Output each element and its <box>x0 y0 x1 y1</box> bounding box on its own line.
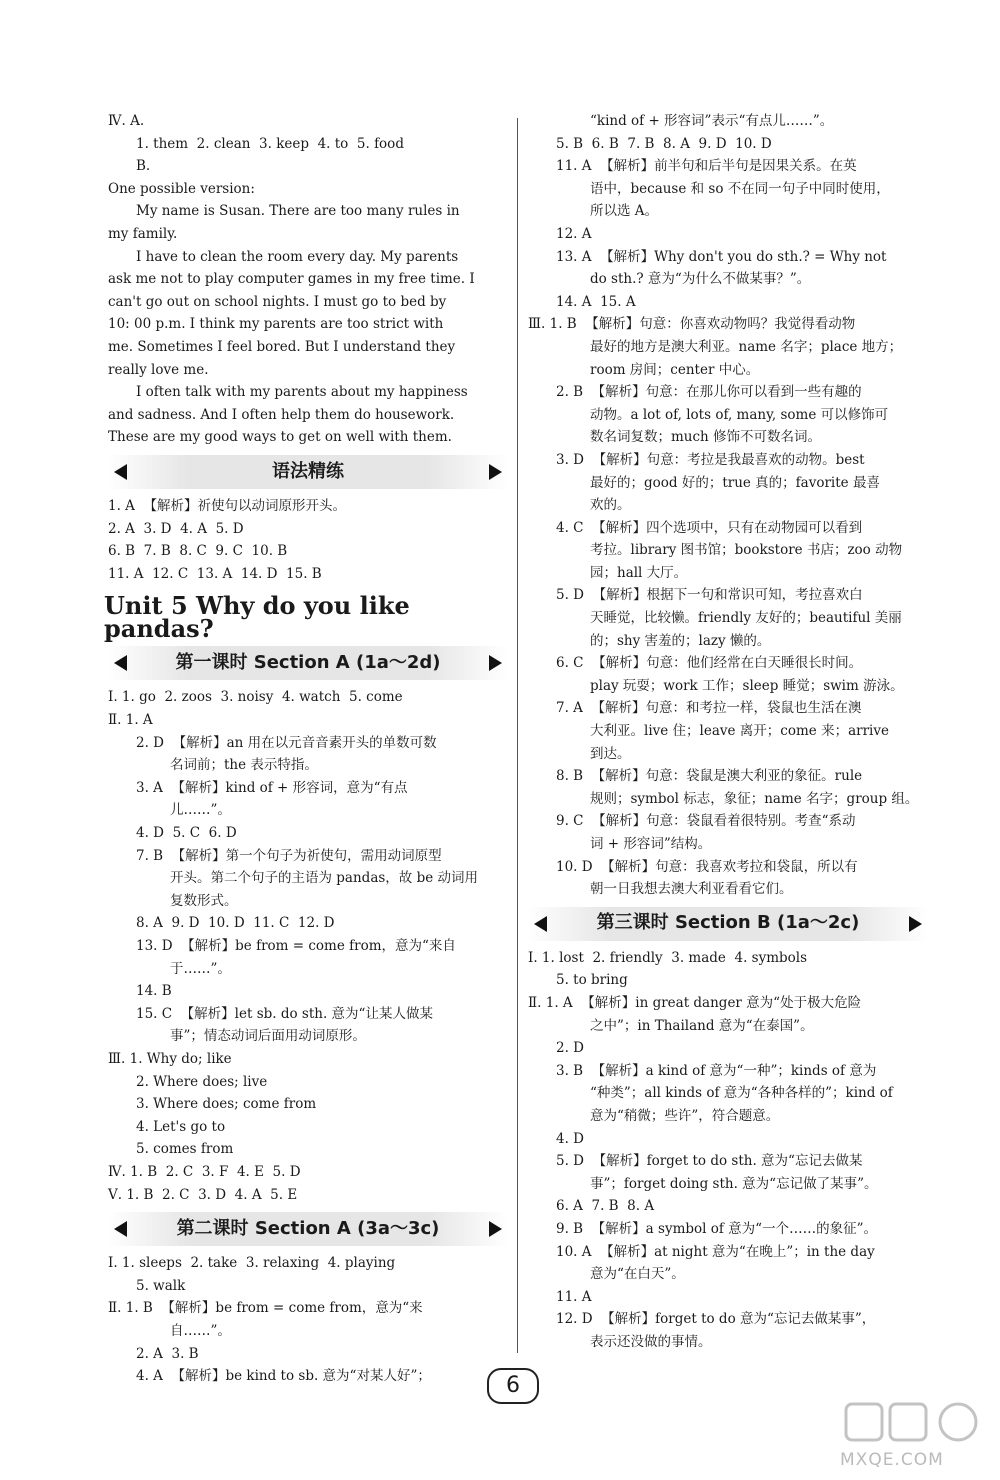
answer-line: Ⅲ. 1. Why do; like <box>108 1050 232 1067</box>
answer-line: 2. D <box>556 1040 584 1057</box>
answer-line: room 房间；center 中心。 <box>590 361 760 378</box>
section-banner <box>108 455 508 489</box>
answer-line: 2. B 【解析】句意：在那儿你可以看到一些有趣的 <box>556 384 862 401</box>
answer-line: 11. A 【解析】前半句和后半句是因果关系。在英 <box>556 158 857 175</box>
watermark <box>840 1398 990 1468</box>
answer-line: 13. D 【解析】be from = come from，意为“来自 <box>136 938 456 954</box>
answer-line: 意为“稍微；些许”，符合题意。 <box>590 1107 780 1124</box>
answer-line: 园；hall 大厅。 <box>590 564 688 581</box>
answer-line: 欢的。 <box>590 497 631 514</box>
arrow-left-icon <box>114 1221 127 1237</box>
arrow-right-icon <box>489 464 502 480</box>
section-banner <box>108 646 508 680</box>
arrow-left-icon <box>534 916 547 932</box>
answer-line: 9. B 【解析】a symbol of 意为“一个……的象征”。 <box>556 1220 877 1237</box>
answer-line: 5. B 6. B 7. B 8. A 9. D 10. D <box>556 135 772 152</box>
answer-line: 3. Where does; come from <box>136 1096 317 1113</box>
answer-line: 5. comes from <box>136 1141 234 1158</box>
section-banner-title: 第三课时 Section B (1a～2c) <box>596 912 860 934</box>
answer-line: Ⅳ. 1. B 2. C 3. F 4. E 5. D <box>108 1163 301 1180</box>
answer-line: 儿……”。 <box>170 802 231 819</box>
answer-line: One possible version: <box>108 180 255 197</box>
answer-line: 3. B 【解析】a kind of 意为“一种”；kinds of 意为 <box>556 1062 877 1079</box>
arrow-right-icon <box>489 655 502 671</box>
answer-line: 15. C 【解析】let sb. do sth. 意为“让某人做某 <box>136 1005 433 1022</box>
answer-line: 9. C 【解析】句意：袋鼠看着很特别。考查“系动 <box>556 813 856 830</box>
answer-line: 的；shy 害羞的；lazy 懒的。 <box>590 632 771 649</box>
answer-line: 2. A 3. D 4. A 5. D <box>108 520 244 537</box>
answer-line: 4. D <box>556 1130 584 1147</box>
answer-line: 10. A 【解析】at night 意为“在晚上”；in the day <box>556 1243 875 1260</box>
answer-line: 4. A 【解析】be kind to sb. 意为“对某人好”； <box>136 1368 431 1385</box>
answer-line: 12. A <box>556 225 592 242</box>
arrow-left-icon <box>114 655 127 671</box>
answer-line: Ⅱ. 1. B 【解析】be from = come from，意为“来 <box>108 1300 423 1317</box>
answer-line: Ⅰ. 1. lost 2. friendly 3. made 4. symbols <box>528 949 808 966</box>
answer-line: ask me not to play computer games in my free time. I <box>108 271 475 288</box>
answer-line: 11. A 12. C 13. A 14. D 15. B <box>108 565 322 582</box>
answer-line: 意为“在白天”。 <box>590 1266 685 1283</box>
answer-line: 4. D 5. C 6. D <box>136 825 237 842</box>
answer-line: can't go out on school nights. I must go to bed by <box>108 293 447 310</box>
answer-line: 14. B <box>136 983 172 1000</box>
answer-line: 7. A 【解析】句意：和考拉一样，袋鼠也生活在澳 <box>556 700 862 717</box>
answer-line: 于……”。 <box>170 960 231 977</box>
answer-line: 4. Let's go to <box>136 1118 226 1135</box>
answer-line: 6. A 7. B 8. A <box>556 1198 655 1215</box>
answer-line: I often talk with my parents about my happiness <box>136 384 468 401</box>
answer-line: 语中，because 和 so 不在同一句子中同时使用， <box>590 180 890 197</box>
answer-line: These are my good ways to get on well with them. <box>108 429 452 446</box>
page-number: 6 <box>487 1368 539 1404</box>
answer-line: 10: 00 p.m. I think my parents are too strict with <box>108 316 444 333</box>
answer-line: 2. A 3. B <box>136 1345 199 1362</box>
answer-line: 6. C 【解析】句意：他们经常在白天睡很长时间。 <box>556 655 863 672</box>
answer-line: 3. D 【解析】句意：考拉是我最喜欢的动物。best <box>556 451 865 468</box>
answer-line: 1. A 【解析】祈使句以动词原形开头。 <box>108 497 347 514</box>
arrow-left-icon <box>114 464 127 480</box>
answer-line: I have to clean the room every day. My parents <box>136 248 459 265</box>
answer-line: 事”；forget doing sth. 意为“忘记做了某事”。 <box>590 1175 878 1192</box>
answer-line: and sadness. And I often help them do housework. <box>108 406 455 423</box>
answer-line: “种类”；all kinds of 意为“各种各样的”；kind of <box>590 1085 893 1102</box>
answer-line: 5. walk <box>136 1277 186 1294</box>
answer-line: 5. D 【解析】根据下一句和常识可知，考拉喜欢白 <box>556 587 863 604</box>
answer-line: 事”；情态动词后面用动词原形。 <box>170 1028 366 1045</box>
answer-line: really love me. <box>108 361 209 378</box>
answer-line: 8. A 9. D 10. D 11. C 12. D <box>136 915 335 932</box>
arrow-right-icon <box>489 1221 502 1237</box>
answer-line: 5. D 【解析】forget to do sth. 意为“忘记去做某 <box>556 1153 863 1170</box>
answer-line: 最好的；good 好的；true 真的；favorite 最喜 <box>590 474 880 491</box>
section-banner-title: 第一课时 Section A (1a～2d) <box>175 652 441 674</box>
answer-line: 天睡觉，比较懒。friendly 友好的；beautiful 美丽 <box>590 610 902 627</box>
answer-line: 到达。 <box>590 745 631 762</box>
answer-line: 复数形式。 <box>170 892 238 909</box>
answer-line: 开头。第二个句子的主语为 pandas，故 be 动词用 <box>170 870 479 887</box>
answer-line: 规则；symbol 标志，象征；name 名字；group 组。 <box>590 790 919 807</box>
answer-line: Ⅴ. 1. B 2. C 3. D 4. A 5. E <box>108 1186 298 1203</box>
answer-line: 1. them 2. clean 3. keep 4. to 5. food <box>136 135 404 152</box>
answer-line: 自……”。 <box>170 1322 231 1339</box>
answer-line: B. <box>136 158 151 175</box>
answer-line: 数名词复数；much 修饰不可数名词。 <box>590 429 822 446</box>
answer-line: 之中”；in Thailand 意为“在泰国”。 <box>590 1017 814 1034</box>
answer-line: Ⅰ. 1. sleeps 2. take 3. relaxing 4. playing <box>108 1255 396 1272</box>
answer-line: do sth.? 意为“为什么不做某事？”。 <box>590 271 811 288</box>
answer-line: 考拉。library 图书馆；bookstore 书店；zoo 动物 <box>590 542 903 559</box>
answer-line: My name is Susan. There are too many rules in <box>136 203 460 220</box>
answer-line: Ⅲ. 1. B 【解析】句意：你喜欢动物吗？我觉得看动物 <box>528 316 856 333</box>
answer-line: 表示还没做的事情。 <box>590 1333 712 1350</box>
answer-line: 朝一日我想去澳大利亚看看它们。 <box>590 881 793 898</box>
answer-line: 11. A <box>556 1288 592 1305</box>
answer-line: 8. B 【解析】句意：袋鼠是澳大利亚的象征。rule <box>556 768 863 785</box>
section-banner-title: 语法精练 <box>272 460 344 482</box>
answer-line: me. Sometimes I feel bored. But I understand they <box>108 338 456 355</box>
answer-line: 14. A 15. A <box>556 293 636 310</box>
answer-line: 2. Where does; live <box>136 1073 268 1090</box>
right-column <box>528 110 928 1353</box>
answer-line: 3. A 【解析】kind of + 形容词，意为“有点 <box>136 779 408 796</box>
answer-line: 6. B 7. B 8. C 9. C 10. B <box>108 543 288 560</box>
answer-line: Ⅰ. 1. go 2. zoos 3. noisy 4. watch 5. come <box>108 689 403 706</box>
left-column <box>104 110 508 1388</box>
answer-line: my family. <box>108 225 178 242</box>
answer-line: 动物。a lot of, lots of, many, some 可以修饰可 <box>590 406 889 423</box>
answer-line: “kind of + 形容词”表示“有点儿……”。 <box>590 113 834 129</box>
answer-line: 大利亚。live 住；leave 离开；come 来；arrive <box>590 723 889 740</box>
answer-line: 13. A 【解析】Why don't you do sth.? = Why not <box>556 248 887 265</box>
section-banner <box>108 1212 508 1246</box>
section-banner-title: 第二课时 Section A (3a～3c) <box>176 1217 440 1239</box>
answer-line: Ⅱ. 1. A <box>108 712 153 729</box>
answer-line: 5. to bring <box>556 972 628 989</box>
column-divider <box>517 118 518 1353</box>
answer-line: Ⅱ. 1. A 【解析】in great danger 意为“处于极大危险 <box>528 994 862 1011</box>
answer-line: 7. B 【解析】第一个句子为祈使句，需用动词原型 <box>136 847 442 864</box>
answer-line: Ⅳ. A. <box>108 113 145 129</box>
answer-line: 12. D 【解析】forget to do 意为“忘记去做某事”， <box>556 1311 876 1328</box>
answer-line: 词 + 形容词”结构。 <box>590 836 712 852</box>
answer-line: 4. C 【解析】四个选项中，只有在动物园可以看到 <box>556 519 863 536</box>
answer-line: 名词前；the 表示特指。 <box>170 757 318 774</box>
section-banner <box>528 907 928 941</box>
answer-line: 10. D 【解析】句意：我喜欢考拉和袋鼠，所以有 <box>556 858 858 875</box>
watermark-text: MXQE.COM <box>840 1450 944 1470</box>
answer-line: play 玩耍；work 工作；sleep 睡觉；swim 游泳。 <box>590 677 904 694</box>
answer-line: 2. D 【解析】an 用在以元音音素开头的单数可数 <box>136 734 437 751</box>
answer-line: 最好的地方是澳大利亚。name 名字；place 地方； <box>590 338 903 355</box>
unit-title: Unit 5 Why do you like pandas? <box>104 591 410 643</box>
answer-line: 所以选 A。 <box>590 203 659 220</box>
answer-stamp-icon <box>840 1398 990 1446</box>
arrow-right-icon <box>909 916 922 932</box>
